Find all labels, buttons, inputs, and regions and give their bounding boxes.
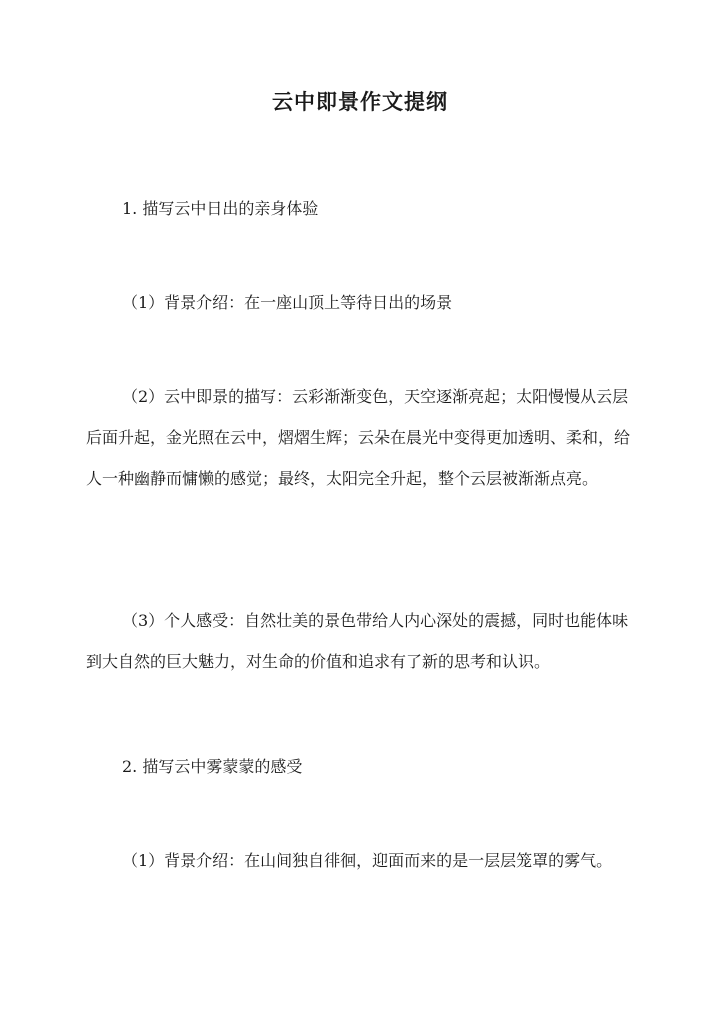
paragraph-background-1: （1）背景介绍：在一座山顶上等待日出的场景 [122,293,453,312]
section-heading-2: 2. 描写云中雾蒙蒙的感受 [122,757,303,776]
section-heading-1: 1. 描写云中日出的亲身体验 [122,199,319,218]
paragraph-background-2: （1）背景介绍：在山间独自徘徊，迎面而来的是一层层笼罩的雾气。 [122,851,613,870]
paragraph-personal-feeling: （3）个人感受：自然壮美的景色带给人内心深处的震撼，同时也能体味到大自然的巨大魅力，对生命的价值和追求有了新的思考和认识。 [86,611,629,671]
document-title: 云中即景作文提纲 [272,89,448,114]
paragraph-scene-description: （2）云中即景的描写：云彩渐渐变色，天空逐渐亮起；太阳慢慢从云层后面升起，金光照在云中，熠熠生辉；云朵在晨光中变得更加透明、柔和，给人一种幽静而慵懒的感觉；最终，太阳完全升起，整个云层被渐渐点亮。 [86,387,631,488]
